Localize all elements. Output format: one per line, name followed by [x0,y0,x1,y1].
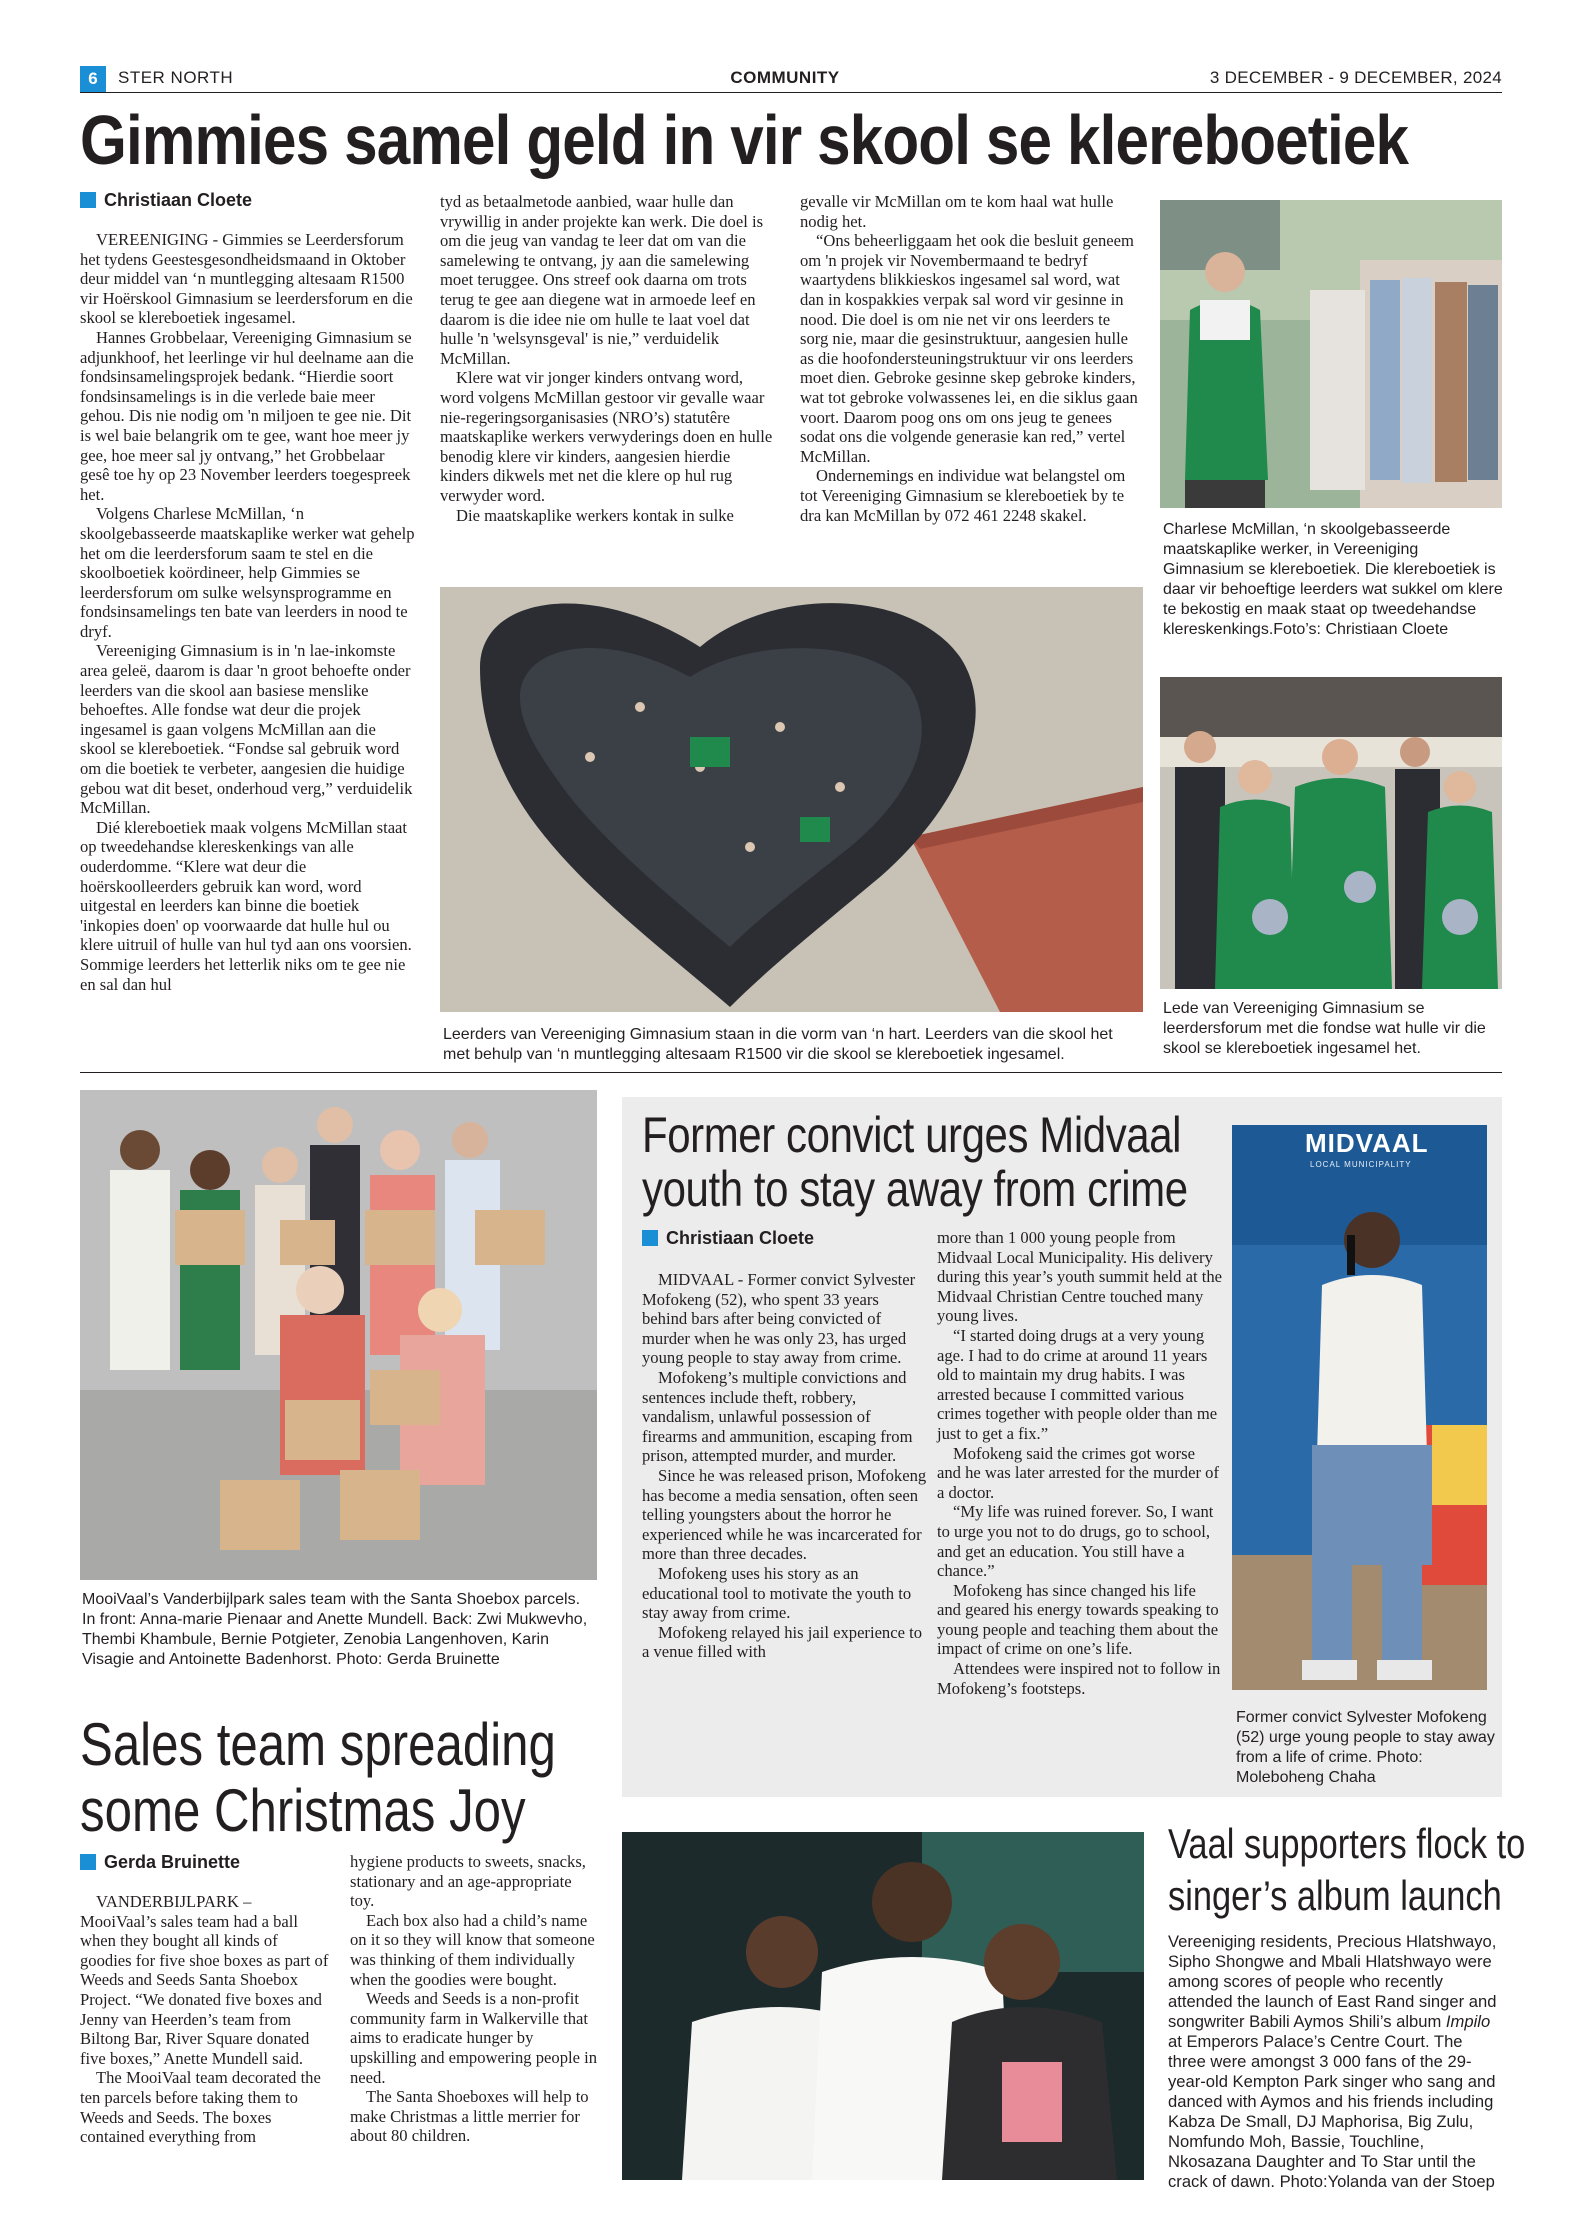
story1-paragraph: VEREENIGING - Gimmies se Leerdersforum het tydens Geestesgesondheidsmaand in Oktober deur middel van ‘n muntlegging altesaam R1500 vir Hoërskool Gimnasium se leerdersforum en die skool se klereboetiek ingesamel. [80,230,413,328]
page-number: 6 [80,66,106,92]
story2-headline-line-2: some Christmas Joy [80,1777,526,1844]
learners-forum-photo [1160,677,1502,989]
story3-paragraph: Mofokeng relayed his jail experience to a venue filled with [642,1622,923,1662]
story2-column-1 [80,1892,330,2147]
album-title: Impilo [1445,2012,1491,2031]
story1-paragraph: Dié klereboetiek maak volgens McMillan staat op tweedehandse klereskenkings van alle ouderdomme. “Klere wat deur die hoërskoolleerders gebruik kan word, word uitgestal en leerders kan binne die boetiek 'inkopies doen' op voorwaarde dat hulle hul ou klere uitruil of hulle van hul tyd aan ons voorsien. Sommige leerders het letterlik niks om te gee nie en sal dan hul [80,817,412,994]
sales-team-caption: MooiVaal’s Vanderbijlpark sales team with the Santa Shoebox parcels. In front: Anna-marie Pienaar and Anette Mundell. Back: Zwi Mukwevho, Thembi Khambule, Bernie Potgieter, Zenobia Langenhoven, Karin Visagie and Antoinette Badenhorst. Photo: Gerda Bruinette [82,1591,588,1668]
story1-paragraph: Volgens Charlese McMillan, ‘n skoolgebasseerde maatskaplike werker wat gehelp het om die leerdersforum saam te stel en die skoolboetiek koördineer, help Gimmies se leerdersforum om sulke welsynsprogramme en fondsinsamelings ten bate van leerders in nood te dryf. [80,504,415,641]
story4-headline-line-2: singer’s album launch [1168,1872,1502,1919]
story3-paragraph: “My life was ruined forever. So, I want to urge you not to do drugs, go to school, and get an education. You still have a chance.” [937,1502,1214,1581]
story1-bottom-rule [80,1072,1502,1073]
heart-caption: Leerders van Vereeniging Gimnasium staan in die vorm van ‘n hart. Leerders van die skool het met behulp van ‘n muntlegging altesaam R1500 vir die skool se klereboetiek ingesamel. [443,1026,1113,1063]
story2-byline [80,1852,240,1873]
byline-marker [642,1230,658,1246]
forum-caption: Lede van Vereeniging Gimnasium se leerdersforum met die fondse wat hulle vir die skool se klereboetiek ingesamel het. [1163,1000,1486,1057]
story3-headline-line-1: Former convict urges Midvaal [642,1107,1182,1163]
story1-paragraph: Ondernemings en individue wat belangstel om tot Vereeniging Gimnasium se klereboetiek by te dra kan McMillan by 072 461 2248 skakel. [800,466,1126,525]
story1-column-3 [800,192,1140,525]
story1-paragraph: Vereeniging Gimnasium is in 'n lae-inkomste area geleë, daarom is daar 'n groot behoefte onder leerders van die skool aan basiese menslike behoeftes. Alle fondse wat deur die projek ingesamel is gaan volgens McMillan aan die skool se klereboetiek. “Fondse sal gebruik word om die boetiek te verbeter, aangesien die huidige gebou wat dit beset, onderhoud verg,” verduidelik McMillan. [80,641,413,818]
story3-paragraph: MIDVAAL - Former convict Sylvester Mofokeng (52), who spent 33 years behind bars after being convicted of murder when he was only 23, has urged young people to stay away from crime. [642,1270,916,1368]
mofokeng-caption: Former convict Sylvester Mofokeng (52) urge young people to stay away from a life of crime. Photo: Moleboheng Chaha [1236,1709,1495,1786]
story2-column-2 [350,1852,600,2146]
byline-marker [80,192,96,208]
story1-byline-name: Christiaan Cloete [104,190,253,210]
story3-column-1 [642,1270,927,1662]
story2-paragraph: The Santa Shoeboxes will help to make Christmas a little merrier for about 80 children. [350,2087,589,2146]
boutique-photo [1160,200,1502,508]
story4-body-text: Vereeniging residents, Precious Hlatshwayo, Sipho Shongwe and Mbali Hlatshwayo were among scores of people who recently attended the launch of East Rand singer and songwriter Babili Aymos Shili’s album [1168,1932,1497,2031]
story2-paragraph: VANDERBIJLPARK – MooiVaal’s sales team had a ball when they bought all kinds of goodies for five shoe boxes as part of Weeds and Seeds Santa Shoebox Project. “We donated five boxes and Jenny van Heerden’s team from Biltong Bar, River Square donated five boxes,” Anette Mundell said. [80,1892,329,2068]
story2-paragraph: Weeds and Seeds is a non-profit community farm in Walkerville that aims to eradicate hunger by upskilling and empowering people in need. [350,1989,598,2087]
story2-paragraph: hygiene products to sweets, snacks, stationary and an age-appropriate toy. [350,1852,586,1911]
section-name: COMMUNITY [730,68,840,87]
boutique-caption: Charlese McMillan, ‘n skoolgebasseerde maatskaplike werker, in Vereeniging Gimnasium se klereboetiek. Die klereboetiek is daar vir behoeftige leerders wat sukkel om klere te bekostig en maak staat op tweedehandse klereskenkings.Foto’s: Christiaan Cloete [1163,521,1503,638]
album-launch-photo [622,1832,1144,2180]
story2-paragraph: Each box also had a child’s name on it so they will know that someone was thinking of them individually when the goodies were bought. [350,1910,595,1989]
story1-paragraph: gevalle vir McMillan om te kom haal wat hulle nodig het. [800,192,1114,231]
story4-body-text-end: at Emperors Palace’s Centre Court. The three were amongst 3 000 fans of the 29-year-old Kempton Park singer who sang and danced with Aymos and his friends including Kabza De Small, DJ Maphorisa, Big Zulu, Nomfundo Moh, Bassie, Touchline, Nkosazana Daughter and To Star until the crack of dawn. Photo:Yolanda van der Stoep [1168,2032,1496,2191]
story2-headline-line-1: Sales team spreading [80,1711,556,1778]
story3-paragraph: Mofokeng said the crimes got worse and he was later arrested for the murder of a doctor. [937,1443,1219,1502]
story1-paragraph: Die maatskaplike werkers kontak in sulke [456,505,734,525]
byline-marker [80,1854,96,1870]
issue-date: 3 DECEMBER - 9 DECEMBER, 2024 [1209,68,1502,87]
story3-column-2 [937,1228,1222,1698]
story4-body [1168,1932,1504,2192]
story1-paragraph: “Ons beheerliggaam het ook die besluit geneem om 'n projek vir Novembermaand te bedryf waartydens blikkieskos ingesamel sal word, wat dan in kospakkies verpak sal word vir gesinne in nood. Die doel is om nie net vir ons leerders te sorg nie, maar die gesinstruktuur, aangesien hulle as die hoofondersteuningstruktuur vir ons leerders moet dien. Gebroke gesinne skep gebroke kinders, wat tot gebroke volwassenes lei, en die siklus gaan voort. Daarom poog ons om ons jeug te genees sodat ons die volgende generasie kan red,” vertel McMillan. [800,231,1138,466]
story1-column-2 [440,192,775,525]
story1-paragraph: tyd as betaalmetode aanbied, waar hulle dan vrywillig in ander projekte kan werk. Die doel is om die jeug van vandag te leer dat om van die samelewing te ontvang, jy aan die samelewing moet teruggee. Ons streef ook daarna om trots terug te gee aan diegene wat in armoede leef en daarom is die idee nie om hulle te laat voel dat hulle 'n 'welsynsgeval' is nie,” verduidelik McMillan. [440,192,764,368]
story1-headline: Gimmies samel geld in vir skool se klereboetiek [80,101,1409,179]
banner-logo-text: MIDVAAL [1305,1128,1429,1158]
banner-logo-subtext: LOCAL MUNICIPALITY [1310,1160,1412,1169]
story1-paragraph: Klere wat vir jonger kinders ontvang word, word volgens McMillan gestoor vir gevalle waar nie-regeringsorganisasies (NRO’s) statutêre maatskaplike werkers verwyderings doen en hulle benodig klere vir kinders, aangesien hierdie kinders dikwels met net die klere op hul rug verwyder word. [440,368,773,505]
story3-byline-name: Christiaan Cloete [666,1228,815,1248]
story2-paragraph: The MooiVaal team decorated the ten parcels before taking them to Weeds and Seeds. The boxes contained everything from [80,2068,321,2147]
sales-team-photo [80,1090,597,1580]
heart-formation-photo [440,587,1143,1012]
story3-paragraph: more than 1 000 young people from Midvaal Local Municipality. His delivery during this year’s youth summit held at the Midvaal Christian Centre touched many young lives. [937,1228,1222,1326]
paper-name: STER NORTH [118,68,234,87]
story1-paragraph: Hannes Grobbelaar, Vereeniging Gimnasium se adjunkhoof, het leerlinge vir hul deelname aan die fondsinsamelingsprojek bedank. “Hierdie soort fondsinsamelings is in die verlede baie meer gehou. Dis nie nodig om 'n miljoen te gee nie. Dit is wel baie belangrik om te gee, want hoe meer jy gee, hoe meer sal jy ontvang,” het Grobbelaar gesê toe hy op 23 November leerders toegespreek het. [80,327,414,504]
story3-paragraph: Mofokeng’s multiple convictions and sentences include theft, robbery, vandalism, unlawful possession of firearms and ammunition, escaping from prison, attempted murder, and murder. [642,1367,913,1466]
story3-paragraph: “I started doing drugs at a very young age. I had to do crime at around 11 years old to maintain my drug habits. I was arrested because I committed various crimes together with people older than me just to get a fix.” [937,1325,1218,1443]
story3-paragraph: Mofokeng uses his story as an educational tool to motivate the youth to stay away from crime. [642,1563,912,1623]
story3-byline [642,1228,814,1249]
story3-paragraph: Mofokeng has since changed his life and geared his energy towards speaking to young people and teaching them about the impact of crime on one’s life. [937,1580,1219,1659]
header-rule [80,92,1502,93]
story1-byline [80,190,252,211]
story3-paragraph: Since he was released prison, Mofokeng has become a media sensation, often seen telling youngsters about the horror he experienced while he was incarcerated for more than three decades. [642,1465,927,1564]
story4-headline-line-1: Vaal supporters flock to [1168,1820,1526,1867]
story2-byline-name: Gerda Bruinette [104,1852,241,1872]
story3-headline-line-2: youth to stay away from crime [642,1161,1188,1217]
mofokeng-photo [1232,1125,1487,1690]
story1-column-1 [80,230,415,994]
story3-paragraph: Attendees were inspired not to follow in Mofokeng’s footsteps. [937,1659,1221,1698]
